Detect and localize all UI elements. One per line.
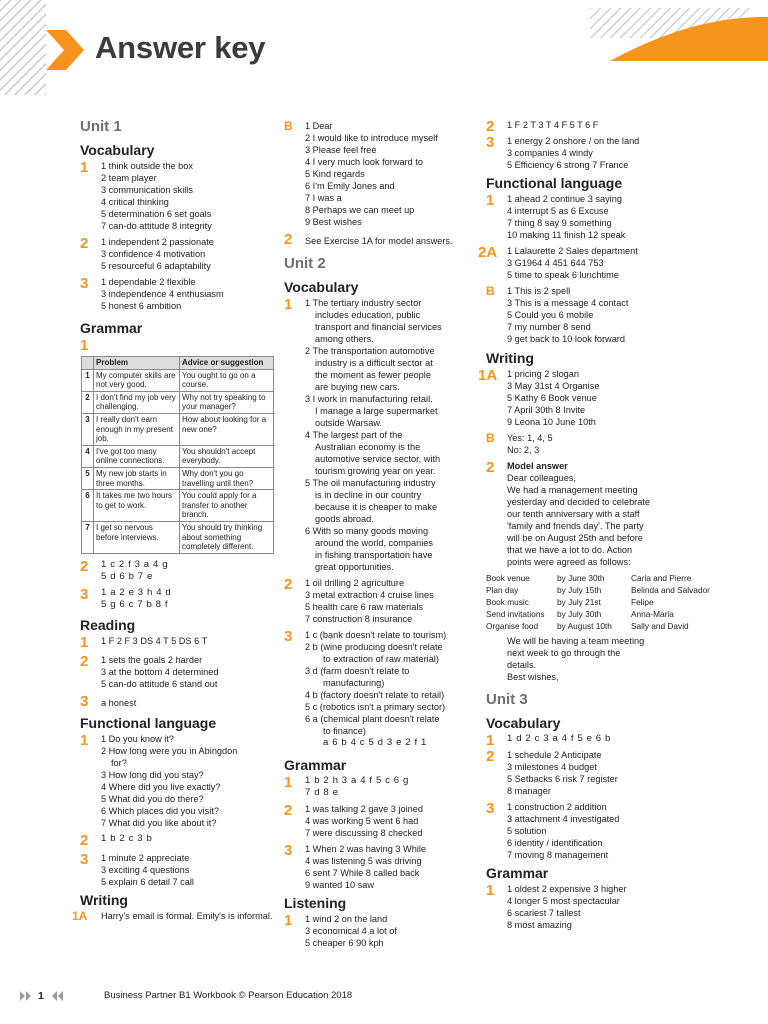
exercise-number: 1: [80, 159, 89, 176]
answer-line: Harry's email is formal. Emily's is informal.: [101, 910, 273, 921]
table-cell: 6: [82, 490, 94, 522]
exercise-number: 2: [486, 459, 495, 476]
exercise: [80, 654, 278, 690]
answer-line: 4 The largest part of the: [305, 430, 403, 440]
answer-line: goods abroad.: [315, 514, 374, 524]
exercise: [284, 232, 480, 247]
table-cell: by June 30th: [557, 573, 605, 583]
exercise: [80, 733, 278, 829]
answer-line: 1 construction 2 addition: [507, 802, 607, 812]
answer-line: Australian economy is the: [315, 442, 421, 452]
answer-line: 3 Please feel free: [305, 145, 377, 155]
answer-line: outside Warsaw.: [315, 418, 383, 428]
exercise: [80, 587, 278, 611]
answer-line: 3 attachment 4 investigated: [507, 814, 620, 824]
answer-line: 3 May 31st 4 Organise: [507, 381, 600, 391]
page-number: 1: [38, 990, 44, 1002]
exercise: [486, 432, 768, 456]
exercise: [284, 775, 480, 799]
answer-line: 3 at the bottom 4 determined: [101, 666, 219, 677]
answer-line: 8 most amazing: [507, 920, 572, 930]
answer-line: 7 What did you like about it?: [101, 817, 217, 828]
answer-line: 1 independent 2 passionate: [101, 237, 214, 247]
section-heading: Reading: [80, 616, 136, 633]
table-cell: My computer skills are not very good.: [94, 369, 180, 391]
unit-2-heading: Unit 2: [284, 255, 326, 272]
table-cell: Book venue: [486, 573, 530, 583]
answer-line: Yes: 1, 4, 5: [507, 433, 553, 443]
table-cell: How about looking for a new one?: [180, 413, 274, 445]
letter-closing: [486, 635, 768, 683]
answer-line: 2 I would like to introduce myself: [305, 133, 438, 143]
answer-line: 4 was working 5 went 6 had: [305, 816, 419, 826]
exercise-number: 3: [284, 842, 293, 859]
answer-line: 9 wanted 10 saw: [305, 880, 374, 890]
answer-line: 10 making 11 finish 12 speak: [507, 230, 626, 240]
table-row: [486, 584, 768, 596]
answer-line: 1 oil drilling 2 agriculture: [305, 578, 405, 588]
answer-line: 5 determination 6 set goals: [101, 209, 212, 219]
answer-line: 5 solution: [507, 826, 547, 836]
answer-line: Best wishes,: [507, 672, 559, 682]
exercise-number: 1: [284, 296, 293, 313]
exercise: [478, 367, 768, 428]
answer-line: 3 exciting 4 questions: [101, 864, 190, 875]
exercise-number: B: [284, 119, 293, 133]
answer-line: 1 F 2 T 3 T 4 F 5 T 6 F: [507, 120, 599, 130]
answer-line: 7 thing 8 say 9 something: [507, 218, 612, 228]
exercise-number: 1: [80, 633, 89, 651]
table-cell: Belinda and Salvador: [631, 585, 710, 595]
table-cell: I really don't earn enough in my present job.: [94, 413, 180, 445]
exercise: [486, 135, 768, 171]
table-header-cell: [82, 357, 94, 370]
exercise: [80, 852, 278, 888]
answer-line: We had a management meeting: [507, 485, 638, 495]
answer-line: 4 interrupt 5 as 6 Excuse: [507, 206, 609, 216]
answer-line: 2 team player: [101, 173, 157, 183]
table-cell: You shouldn't accept everybody.: [180, 445, 274, 467]
table-cell: You ought to go on a course.: [180, 369, 274, 391]
answer-line: next week to go through the: [507, 648, 621, 658]
answer-line: the moment as fewer people: [315, 370, 431, 380]
answer-line: 4 critical thinking: [101, 197, 169, 207]
section-heading: Functional language: [486, 175, 623, 191]
answer-line: 5 g 6 c 7 b 8 f: [101, 598, 169, 610]
answer-line: 5 c (robotics isn't a primary sector): [305, 702, 446, 712]
unit-3-heading: Unit 3: [486, 691, 528, 708]
answer-line: 9 Leona 10 June 10th: [507, 417, 596, 427]
section-heading: Writing: [486, 350, 534, 366]
exercise: [72, 908, 278, 923]
answer-line: 7 my number 8 send: [507, 322, 591, 332]
table-cell: 4: [82, 445, 94, 467]
exercise-number: 1: [284, 912, 293, 929]
exercise: [80, 694, 278, 709]
table-cell: 5: [82, 467, 94, 489]
answer-line: 5 The oil manufacturing industry: [305, 478, 436, 488]
answer-line: 1 Dear: [305, 121, 333, 131]
table-row: [82, 413, 274, 445]
answer-line: 1 oldest 2 expensive 3 higher: [507, 884, 627, 894]
column-1: [72, 116, 278, 926]
table-cell: I get so nervous before interviews.: [94, 521, 180, 553]
section-heading: Vocabulary: [486, 715, 561, 731]
answer-line: 1 minute 2 appreciate: [101, 852, 190, 863]
answer-line: 7 d 8 e: [305, 787, 339, 798]
answer-line: 6 Which places did you visit?: [101, 805, 219, 816]
exercise-number: 1: [80, 731, 89, 749]
answer-line: 1 b 2 c 3 b: [101, 832, 153, 844]
exercise-number: 2: [284, 802, 293, 819]
table-cell: Felipe: [631, 597, 654, 607]
answer-line: 5 time to speak 6 lunchtime: [507, 270, 619, 280]
answer-line: 1 d 2 c 3 a 4 f 5 e 6 b: [507, 733, 611, 744]
answer-line: 5 What did you do there?: [101, 793, 204, 804]
exercise: [80, 160, 278, 232]
exercise: [80, 833, 278, 848]
table-cell: I've got too many online connections.: [94, 445, 180, 467]
answer-line: 1 c 2 f 3 a 4 g: [101, 558, 169, 570]
answer-line: Dear colleagues,: [507, 473, 576, 483]
answer-line: will be on August 25th and before: [507, 533, 643, 543]
answer-line: our tenth anniversary with a staff: [507, 509, 640, 519]
answer-line: a 6 b 4 c 5 d 3 e 2 f 1: [323, 737, 427, 748]
answer-line: 6 a (chemical plant doesn't relate: [305, 714, 440, 724]
answer-line: 3 milestones 4 budget: [507, 762, 597, 772]
exercise-number: 2: [80, 831, 89, 849]
footer-credit: Business Partner B1 Workbook © Pearson Education 2018: [104, 990, 353, 1001]
table-header-cell: Advice or suggestion: [180, 357, 274, 370]
exercise-number: 2: [486, 118, 495, 135]
exercise-number: 3: [80, 692, 89, 710]
exercise: [284, 843, 480, 891]
answer-line: 1 think outside the box: [101, 161, 193, 171]
table-cell: Organise food: [486, 621, 539, 631]
answer-line: We will be having a team meeting: [507, 636, 645, 646]
table-cell: Why not try speaking to your manager?: [180, 391, 274, 413]
action-points-table: [486, 572, 768, 632]
answer-line: 1 dependable 2 flexible: [101, 277, 196, 287]
chevron-logo-icon: [44, 28, 86, 72]
exercise-number: 2: [80, 652, 89, 670]
answer-line: great opportunities.: [315, 562, 394, 572]
table-cell: Book music: [486, 597, 529, 607]
exercise: [284, 629, 480, 749]
table-cell: 1: [82, 369, 94, 391]
answer-line: 3 d (farm doesn't relate to: [305, 666, 410, 676]
answer-line: 2 b (wine producing doesn't relate: [305, 642, 443, 652]
table-row: [82, 490, 274, 522]
answer-line: 1 b 2 h 3 a 4 f 5 c 6 g: [305, 775, 409, 786]
table-row: [486, 596, 768, 608]
answer-line: 7 construction 8 insurance: [305, 614, 413, 624]
answer-line: a honest: [101, 697, 137, 708]
section-heading: Writing: [80, 891, 128, 908]
answer-line: around the world, companies: [315, 538, 433, 548]
table-row: [486, 572, 768, 584]
exercise-number: B: [486, 431, 495, 445]
answer-line: I manage a large supermarket: [315, 406, 438, 416]
exercise: [80, 276, 278, 312]
answer-line: 5 d 6 b 7 e: [101, 570, 153, 582]
answer-line: 1 The tertiary industry sector: [305, 298, 422, 308]
table-cell: by July 30th: [557, 609, 602, 619]
exercise: [284, 120, 480, 228]
table-cell: Why don't you go travelling until then?: [180, 467, 274, 489]
answer-line: 1 a 2 e 3 h 4 d: [101, 586, 172, 598]
answer-line: points were agreed as follows:: [507, 557, 631, 567]
exercise-number: 2: [284, 576, 293, 593]
footer-chevron-right-icon: [52, 991, 64, 1001]
answer-line: 3 economical 4 a lot of: [305, 926, 397, 936]
exercise-number: 2: [80, 557, 89, 575]
exercise: [486, 733, 768, 748]
answer-line: 1 ahead 2 continue 3 saying: [507, 194, 622, 204]
answer-line: 6 With so many goods moving: [305, 526, 429, 536]
answer-line: 7 can-do attitude 8 integrity: [101, 221, 212, 231]
answer-line: includes education, public: [315, 310, 421, 320]
exercise: [486, 460, 768, 568]
exercise: [80, 635, 278, 650]
answer-line: 5 can-do attitude 6 stand out: [101, 678, 218, 689]
answer-line: 5 Setbacks 6 risk 7 register: [507, 774, 618, 784]
exercise-number: 3: [80, 850, 89, 868]
exercise-number: 3: [284, 628, 293, 645]
answer-line: 3 How long did you stay?: [101, 769, 204, 780]
unit-1-heading: Unit 1: [80, 118, 122, 135]
exercise-number: B: [486, 284, 495, 298]
table-cell: It takes me two hours to get to work.: [94, 490, 180, 522]
table-row: [82, 369, 274, 391]
exercise-number: 3: [486, 800, 495, 817]
answer-line: 4 I very much look forward to: [305, 157, 423, 167]
table-cell: Send invitations: [486, 609, 545, 619]
answer-line: because it is cheaper to make: [315, 502, 438, 512]
table-cell: 7: [82, 521, 94, 553]
answer-line: 9 get back to 10 look forward: [507, 334, 625, 344]
section-heading: Vocabulary: [284, 279, 359, 295]
exercise-number: 2: [486, 748, 495, 765]
exercise: [284, 913, 480, 949]
column-3: [478, 116, 768, 935]
answer-line: transport and financial services: [315, 322, 442, 332]
answer-line: 7 were discussing 8 checked: [305, 828, 423, 838]
answer-line: yesterday and decided to celebrate: [507, 497, 651, 507]
table-header-row: [82, 357, 274, 370]
table-row: [82, 445, 274, 467]
section-heading: Listening: [284, 895, 347, 911]
answer-line: 3 metal extraction 4 cruise lines: [305, 590, 434, 600]
page-title: Answer key: [95, 30, 266, 65]
answer-line: automotive service sector, with: [315, 454, 441, 464]
exercise-number: 1: [486, 732, 495, 749]
table-row: [82, 521, 274, 553]
table-cell: I don't find my job very challenging.: [94, 391, 180, 413]
answer-line: are buying new cars.: [315, 382, 400, 392]
answer-line: 8 manager: [507, 786, 551, 796]
answer-line: 1 energy 2 onshore / on the land: [507, 136, 640, 146]
problem-advice-table: [81, 356, 274, 554]
answer-line: 3 This is a message 4 contact: [507, 298, 629, 308]
model-answer-label: Model answer: [507, 461, 568, 471]
answer-line: to extraction of raw material): [323, 654, 439, 664]
exercise: [486, 285, 768, 345]
exercise: [486, 119, 768, 134]
exercise-number: 1: [284, 774, 293, 791]
answer-line: 3 companies 4 windy: [507, 148, 593, 158]
exercise: [80, 559, 278, 583]
table-cell: You should try thinking about something completely different.: [180, 521, 274, 553]
answer-line: 8 Perhaps we can meet up: [305, 205, 415, 215]
exercise-number: 1: [80, 337, 89, 354]
answer-line: 4 was listening 5 was driving: [305, 856, 422, 866]
exercise: [284, 577, 480, 625]
answer-line: 7 April 30th 8 Invite: [507, 405, 586, 415]
exercise: [478, 244, 768, 281]
table-cell: by July 15th: [557, 585, 602, 595]
answer-line: is in decline in our country: [315, 490, 422, 500]
exercise-number: 1A: [72, 908, 88, 923]
table-cell: Sally and David: [631, 621, 689, 631]
answer-line: See Exercise 1A for model answers.: [305, 236, 453, 246]
answer-line: among others.: [315, 334, 374, 344]
answer-line: 1 Do you know it?: [101, 733, 175, 744]
answer-line: 5 honest 6 ambition: [101, 301, 182, 311]
exercise-number: 1A: [478, 367, 498, 384]
answer-line: 'family and friends day'. The party: [507, 521, 644, 531]
exercise: [486, 749, 768, 797]
answer-line: industry is a difficult sector at: [315, 358, 433, 368]
table-cell: by July 21st: [557, 597, 601, 607]
table-cell: You could apply for a transfer to another branch.: [180, 490, 274, 522]
table-row: [486, 608, 768, 620]
answer-line: No: 2, 3: [507, 445, 540, 455]
exercise-number: 3: [80, 275, 89, 292]
table-cell: My new job starts in three months.: [94, 467, 180, 489]
section-heading: Grammar: [486, 865, 549, 881]
answer-line: 6 sent 7 While 8 called back: [305, 868, 420, 878]
answer-line: 6 identity / identification: [507, 838, 603, 848]
answer-line: for?: [111, 757, 127, 768]
answer-line: in fishing transportation have: [315, 550, 433, 560]
table-header-cell: Problem: [94, 357, 180, 370]
answer-line: 4 b (factory doesn't relate to retail): [305, 690, 445, 700]
footer-chevron-left-icon: [20, 991, 34, 1001]
exercise-number: 2A: [478, 244, 498, 261]
section-heading: Functional language: [80, 714, 217, 731]
answer-line: 5 explain 6 detail 7 call: [101, 876, 194, 887]
answer-line: 4 Where did you live exactly?: [101, 781, 221, 792]
answer-line: 5 Could you 6 mobile: [507, 310, 594, 320]
answer-line: 1 When 2 was having 3 While: [305, 844, 427, 854]
table-cell: 3: [82, 413, 94, 445]
exercise-number: 2: [80, 235, 89, 252]
answer-line: 7 moving 8 management: [507, 850, 609, 860]
answer-line: 1 This is 2 spell: [507, 286, 571, 296]
answer-line: 5 health care 6 raw materials: [305, 602, 423, 612]
answer-line: 5 Kind regards: [305, 169, 365, 179]
table-cell: 2: [82, 391, 94, 413]
answer-line: 5 resourceful 6 adaptability: [101, 261, 211, 271]
answer-line: that we have a lot to do. Action: [507, 545, 633, 555]
answer-line: 3 independence 4 enthusiasm: [101, 289, 224, 299]
table-row: [82, 391, 274, 413]
answer-line: 1 sets the goals 2 harder: [101, 654, 203, 665]
answer-line: 1 schedule 2 Anticipate: [507, 750, 602, 760]
exercise: [486, 193, 768, 241]
answer-line: 1 Lalaurette 2 Sales department: [507, 246, 638, 256]
exercise: [80, 236, 278, 272]
answer-line: 6 scariest 7 tallest: [507, 908, 581, 918]
answer-line: 2 The transportation automotive: [305, 346, 435, 356]
exercise-number: 1: [486, 192, 495, 209]
answer-line: tourism growing year on year.: [315, 466, 436, 476]
exercise-number: 3: [486, 134, 495, 151]
exercise: [486, 801, 768, 861]
answer-line: 3 G1964 4 451 644 753: [507, 258, 604, 268]
header-swoosh-decoration: [610, 15, 768, 65]
section-heading: Vocabulary: [80, 142, 155, 158]
answer-line: details.: [507, 660, 537, 670]
answer-line: 3 communication skills: [101, 185, 193, 195]
header-hatch-decoration: [0, 0, 46, 95]
answer-line: 1 was talking 2 gave 3 joined: [305, 804, 423, 814]
answer-line: 2 How long were you in Abingdon: [101, 745, 238, 756]
answer-line: 5 cheaper 6 90 kph: [305, 938, 384, 948]
answer-line: 5 Efficiency 6 strong 7 France: [507, 160, 629, 170]
section-heading: Grammar: [284, 757, 347, 773]
answer-line: 5 Kathy 6 Book venue: [507, 393, 597, 403]
section-heading: Grammar: [80, 320, 143, 336]
table-cell: Carla and Pierre: [631, 573, 692, 583]
table-cell: Plan day: [486, 585, 519, 595]
exercise-number: 3: [80, 585, 89, 603]
answer-line: 9 Best wishes: [305, 217, 362, 227]
answer-line: 1 F 2 F 3 DS 4 T 5 DS 6 T: [101, 635, 208, 646]
answer-line: manufacturing): [323, 678, 385, 688]
exercise-number: 2: [284, 231, 293, 248]
answer-line: 6 I'm Emily Jones and: [305, 181, 395, 191]
table-cell: Anna-Maria: [631, 609, 674, 619]
answer-line: 3 I work in manufacturing retail.: [305, 394, 433, 404]
answer-line: to finance): [323, 726, 366, 736]
answer-line: 1 c (bank doesn't relate to tourism): [305, 630, 447, 640]
answer-line: 1 wind 2 on the land: [305, 914, 388, 924]
table-row: [486, 620, 768, 632]
exercise: [486, 883, 768, 931]
answer-line: 7 I was a: [305, 193, 342, 203]
answer-line: 1 pricing 2 slogan: [507, 369, 580, 379]
answer-line: 4 longer 5 most spectacular: [507, 896, 620, 906]
answer-line: 3 confidence 4 motivation: [101, 249, 206, 259]
table-cell: by August 10th: [557, 621, 612, 631]
exercise-number: 1: [486, 882, 495, 899]
exercise: [284, 803, 480, 839]
table-row: [82, 467, 274, 489]
exercise: [284, 297, 480, 573]
column-2: [284, 116, 480, 953]
